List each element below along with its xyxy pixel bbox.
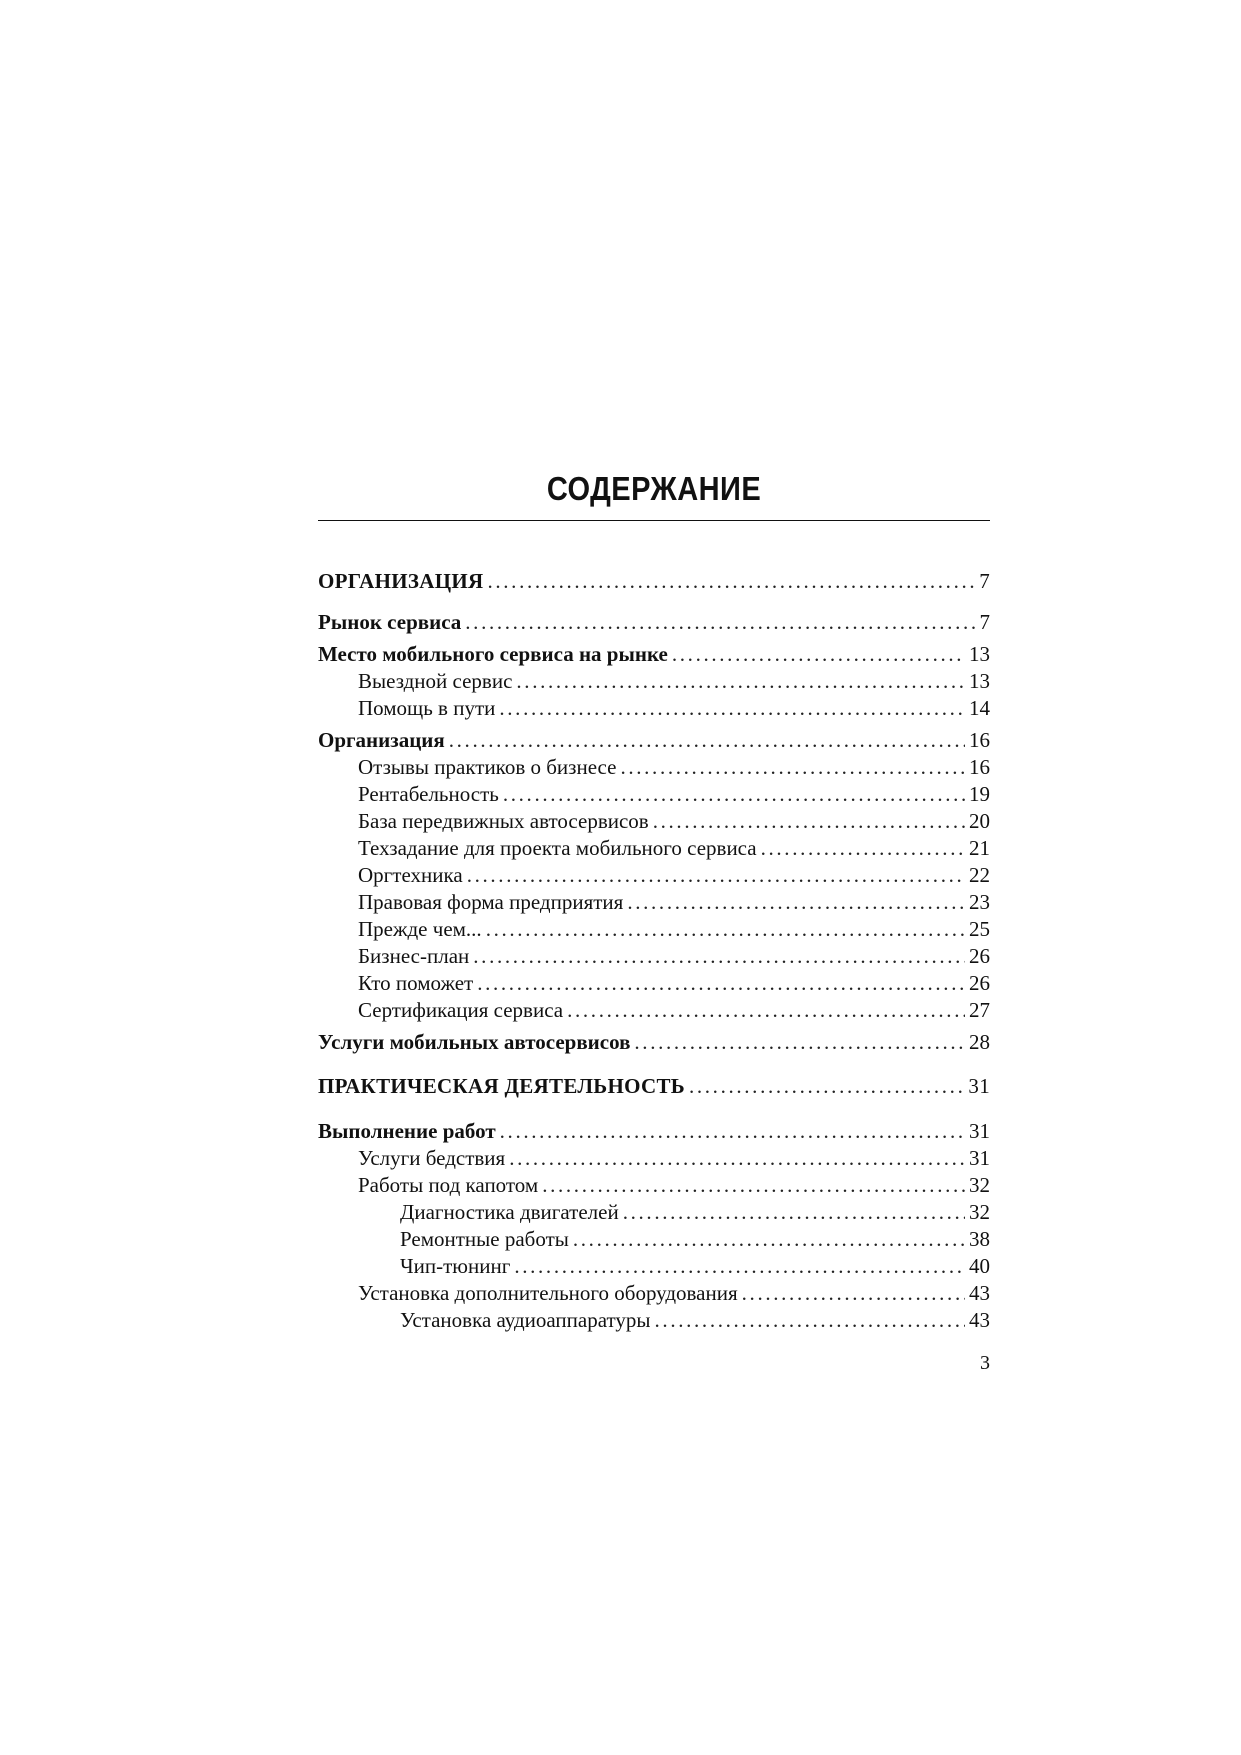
dot-leader bbox=[487, 568, 975, 594]
dot-leader bbox=[761, 835, 965, 861]
toc-entry-page: 20 bbox=[969, 809, 990, 833]
toc-entry-page: 16 bbox=[969, 755, 990, 779]
toc-entry-page: 13 bbox=[969, 669, 990, 693]
dot-leader bbox=[627, 889, 965, 915]
toc-entry bbox=[318, 1172, 990, 1198]
dot-leader bbox=[449, 727, 965, 753]
toc-entry-page: 27 bbox=[969, 998, 990, 1022]
toc-entry bbox=[318, 943, 990, 969]
toc-entry bbox=[318, 1307, 990, 1333]
dot-leader bbox=[573, 1226, 965, 1252]
dot-leader bbox=[516, 668, 965, 694]
toc-entry bbox=[318, 1118, 990, 1144]
dot-leader bbox=[634, 1029, 965, 1055]
toc-entry-label: ПРАКТИЧЕСКАЯ ДЕЯТЕЛЬНОСТЬ bbox=[318, 1074, 685, 1098]
toc-entry-page: 14 bbox=[969, 696, 990, 720]
toc-entry-page: 16 bbox=[969, 728, 990, 752]
toc-entry-page: 31 bbox=[969, 1146, 990, 1170]
toc-entry-label: Чип-тюнинг bbox=[400, 1254, 511, 1278]
toc-entry-page: 40 bbox=[969, 1254, 990, 1278]
dot-leader bbox=[742, 1280, 965, 1306]
toc-entry-page: 23 bbox=[969, 890, 990, 914]
dot-leader bbox=[465, 609, 975, 635]
dot-leader bbox=[620, 754, 965, 780]
toc-entry-label: Диагностика двигателей bbox=[400, 1200, 619, 1224]
dot-leader bbox=[503, 781, 965, 807]
toc-entry-page: 7 bbox=[979, 610, 990, 634]
toc-entry-label: Установка аудиоаппаратуры bbox=[400, 1308, 651, 1332]
toc-entry-label: Прежде чем... bbox=[358, 917, 482, 941]
dot-leader bbox=[486, 916, 965, 942]
toc-entry-page: 13 bbox=[969, 642, 990, 666]
toc-entry bbox=[318, 668, 990, 694]
toc-entry-page: 22 bbox=[969, 863, 990, 887]
toc-entry-page: 26 bbox=[969, 971, 990, 995]
toc-entry-label: Услуги бедствия bbox=[358, 1146, 506, 1170]
toc-entry bbox=[318, 835, 990, 861]
toc-entry-page: 19 bbox=[969, 782, 990, 806]
toc-entry bbox=[318, 754, 990, 780]
toc-entry bbox=[318, 1199, 990, 1225]
toc-entry-page: 21 bbox=[969, 836, 990, 860]
toc-entry-label: Бизнес-план bbox=[358, 944, 470, 968]
toc-entry bbox=[318, 1029, 990, 1055]
dot-leader bbox=[500, 1118, 965, 1144]
page-number: 3 bbox=[980, 1352, 990, 1374]
toc-entry-label: Оргтехника bbox=[358, 863, 463, 887]
toc-entry-page: 32 bbox=[969, 1173, 990, 1197]
toc-entry-label: Выездной сервис bbox=[358, 669, 513, 693]
toc-entry-label: Сертификация сервиса bbox=[358, 998, 564, 1022]
toc-entry-label: Выполнение работ bbox=[318, 1119, 496, 1143]
toc-entry-label: База передвижных автосервисов bbox=[358, 809, 649, 833]
toc-entry bbox=[318, 781, 990, 807]
toc-entry bbox=[318, 1280, 990, 1306]
toc-entry-page: 38 bbox=[969, 1227, 990, 1251]
toc-entry bbox=[318, 889, 990, 915]
toc-entry bbox=[318, 916, 990, 942]
toc-entry-page: 7 bbox=[979, 569, 990, 593]
toc-entry-page: 25 bbox=[969, 917, 990, 941]
toc-entry bbox=[318, 808, 990, 834]
toc-entry-label: ОРГАНИЗАЦИЯ bbox=[318, 569, 484, 593]
page-title: СОДЕРЖАНИЕ bbox=[546, 470, 762, 507]
toc-entry-page: 43 bbox=[969, 1308, 990, 1332]
toc-entry bbox=[318, 862, 990, 888]
toc-entry-label: Отзывы практиков о бизнесе bbox=[358, 755, 617, 779]
toc-entry-label: Рынок сервиса bbox=[318, 610, 462, 634]
toc-entry-label: Техзадание для проекта мобильного сервиса bbox=[358, 836, 757, 860]
dot-leader bbox=[623, 1199, 965, 1225]
toc-entry-label: Помощь в пути bbox=[358, 696, 496, 720]
toc-entry-label: Рентабельность bbox=[358, 782, 499, 806]
dot-leader bbox=[467, 862, 965, 888]
toc-entry-page: 43 bbox=[969, 1281, 990, 1305]
toc-entry-page: 31 bbox=[968, 1074, 990, 1098]
toc-entry-label: Правовая форма предприятия bbox=[358, 890, 624, 914]
toc-entry-label: Работы под капотом bbox=[358, 1173, 539, 1197]
dot-leader bbox=[514, 1253, 965, 1279]
table-of-contents bbox=[318, 0, 990, 1755]
dot-leader bbox=[567, 997, 965, 1023]
dot-leader bbox=[689, 1073, 964, 1099]
toc-entry bbox=[318, 727, 990, 753]
toc-entry-label: Кто поможет bbox=[358, 971, 474, 995]
toc-entry bbox=[318, 1145, 990, 1171]
toc-entry-page: 28 bbox=[969, 1030, 990, 1054]
dot-leader bbox=[655, 1307, 965, 1333]
toc-entry bbox=[318, 1073, 990, 1099]
toc-entry-label: Ремонтные работы bbox=[400, 1227, 569, 1251]
dot-leader bbox=[509, 1145, 965, 1171]
toc-entry-label: Услуги мобильных автосервисов bbox=[318, 1030, 631, 1054]
toc-entry bbox=[318, 568, 990, 594]
dot-leader bbox=[499, 695, 965, 721]
toc-entry-page: 26 bbox=[969, 944, 990, 968]
toc-entry bbox=[318, 997, 990, 1023]
toc-entry-label: Место мобильного сервиса на рынке bbox=[318, 642, 668, 666]
dot-leader bbox=[473, 943, 965, 969]
toc-entry bbox=[318, 1253, 990, 1279]
toc-entry bbox=[318, 970, 990, 996]
toc-entry bbox=[318, 695, 990, 721]
dot-leader bbox=[477, 970, 965, 996]
toc-entry bbox=[318, 609, 990, 635]
toc-entry-label: Установка дополнительного оборудования bbox=[358, 1281, 738, 1305]
toc-entry-page: 32 bbox=[969, 1200, 990, 1224]
toc-entry-page: 31 bbox=[969, 1119, 990, 1143]
toc-entry bbox=[318, 641, 990, 667]
dot-leader bbox=[653, 808, 965, 834]
toc-entry bbox=[318, 1226, 990, 1252]
dot-leader bbox=[542, 1172, 965, 1198]
dot-leader bbox=[672, 641, 965, 667]
toc-entry-label: Организация bbox=[318, 728, 445, 752]
